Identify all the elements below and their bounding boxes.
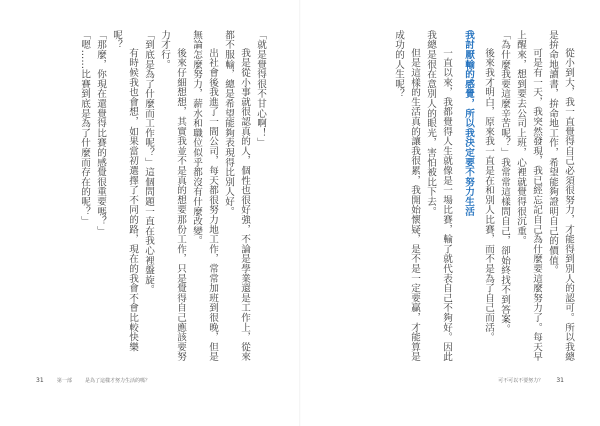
paragraph: 「就是覺得很不甘心啊！」 bbox=[255, 30, 266, 148]
chapter-label: 第一部 bbox=[56, 378, 72, 384]
page-number: 31 bbox=[556, 377, 564, 384]
paragraph: 出社會後我進了一間公司，每天都很努力地工作，常常加班到很晚，但是無論怎麼努力，薪水和職位似乎都沒有什麼改變。 bbox=[191, 30, 218, 362]
paragraph: 「到底是為了什麼而工作呢？」這個問題一直在我心裡盤旋。 bbox=[143, 30, 154, 295]
paragraph: 「為什麼我要這麼辛苦呢？」我常常這樣問自己，卻始終找不到答案。 bbox=[499, 30, 510, 334]
running-title: 是為了這樣才努力生活的嗎？ bbox=[85, 378, 151, 384]
paragraph: 我是從小事就很認真的人，個性也很好強，不論是學業還是工作上，從來都不服輸，總是希望能夠表現得比別人好。 bbox=[223, 30, 250, 362]
right-page-body bbox=[321, 30, 576, 370]
right-page-footer bbox=[498, 377, 564, 384]
paragraph: 可是有一天，我突然發現，我已經忘記自己為什麼要這麼努力了。每天早上醒來，想到要去公司上班，心裡就覺得很沉重。 bbox=[515, 30, 542, 362]
paragraph: 後來我才明白，原來我一直是在和別人比賽，而不是為了自己而活。 bbox=[483, 48, 494, 343]
paragraph: 一直以來，我都覺得人生就像是一場比賽，輸了就代表自己不夠好。因此我總是很在意別人的眼光，害怕被比下去。 bbox=[425, 30, 452, 362]
running-title: 可不可以不要努力？ bbox=[498, 378, 544, 384]
paragraph: 但是這樣的生活真的讓我很累，我開始懷疑，是不是一定要贏，才能算是成功的人生呢？ bbox=[393, 30, 420, 362]
paragraph: 「嗯……比賽到底是為了什麼而存在的呢？」 bbox=[79, 30, 90, 226]
paragraph: 後來仔細想想，其實我並不是真的想要那份工作，只是覺得自己應該要努力才行。 bbox=[159, 30, 186, 362]
paragraph: 有時候我也會想，如果當初選擇了不同的路，現在的我會不會比較快樂呢？ bbox=[111, 30, 138, 353]
left-page-footer bbox=[36, 377, 150, 384]
left-page-body bbox=[28, 30, 268, 370]
paragraph: 從小到大，我一直覺得自己必須很努力，才能得到別人的認可。所以我總是拚命地讀書，拚命地工作，希望能夠證明自己的價值。 bbox=[547, 30, 574, 362]
section-heading: 我討厭輸的感覺，所以我決定要不努力生活 bbox=[463, 30, 474, 217]
right-page bbox=[300, 0, 600, 426]
paragraph: 「那麼，你現在還覺得比賽的感覺很重要嗎？」 bbox=[95, 30, 106, 236]
page-number: 31 bbox=[36, 377, 44, 384]
